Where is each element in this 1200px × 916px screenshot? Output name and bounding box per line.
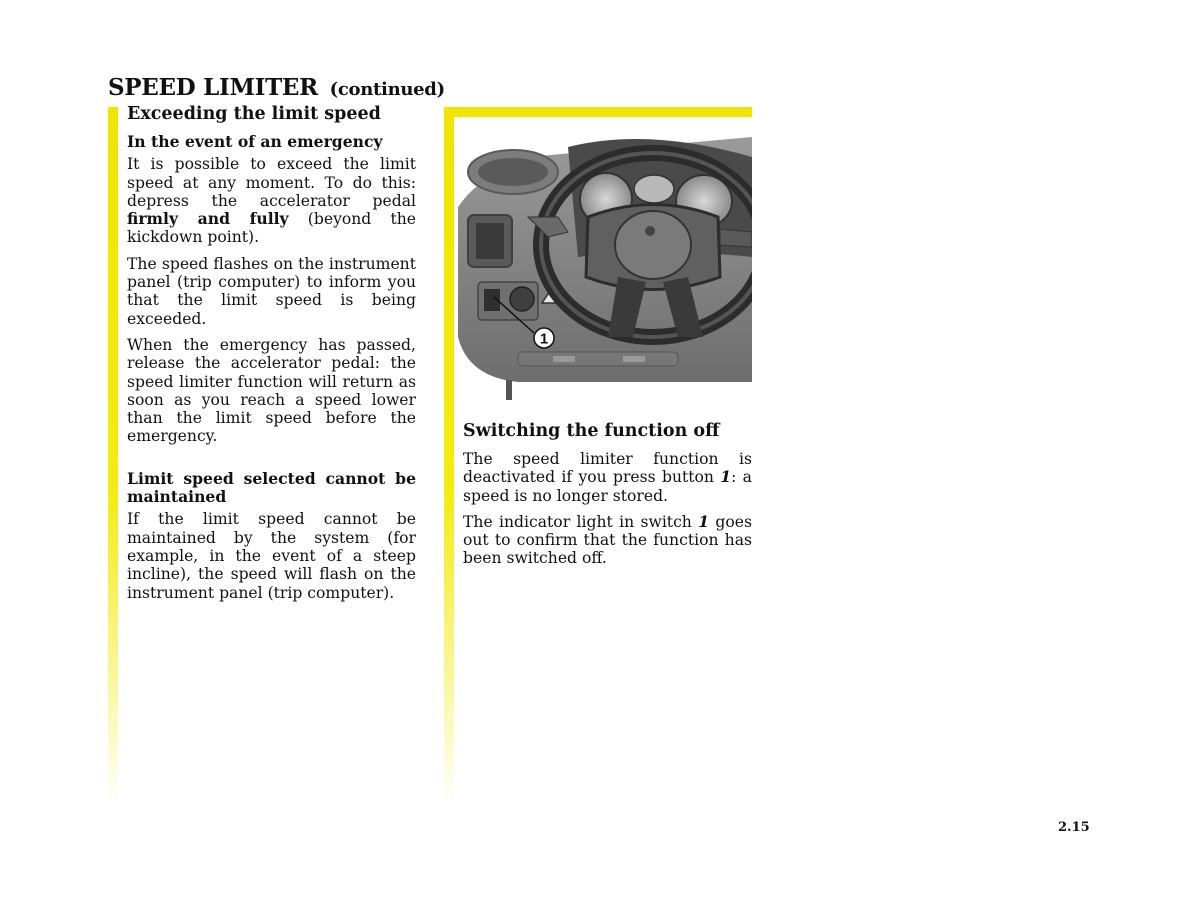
paragraph-cannot-maintain: If the limit speed cannot be maintained by the system (for example, in the event of a steep incline), the speed will flash on the instrument panel (trip computer). [127, 510, 416, 602]
yellow-margin-bar-left [108, 107, 118, 807]
paragraph-deactivated-a: The speed limiter function is deactivated if you press button [463, 450, 752, 487]
paragraph-indicator-a: The indicator light in switch [463, 512, 699, 531]
paragraph-exceed-bold: firmly and fully [127, 209, 289, 229]
page-number: 2.15 [1058, 820, 1090, 835]
paragraph-exceed-a: It is possible to exceed the limit speed at any moment. To do this: depress the accelerator pedal [127, 155, 416, 210]
title-main: SPEED LIMITER [108, 74, 318, 101]
paragraph-indicator [463, 513, 752, 568]
section-heading-exceeding: Exceeding the limit speed [127, 104, 381, 124]
dashboard-illustration [458, 137, 752, 401]
left-column [127, 104, 416, 610]
paragraph-exceed-b: (beyond the kickdown point). [127, 210, 416, 247]
paragraph-flashes: The speed flashes on the instrument panel (trip computer) to inform you that the limit speed is being exceeded. [127, 254, 416, 328]
paragraph-emergency-passed: When the emergency has passed, release the accelerator pedal: the speed limiter function will return as soon as you reach a speed lower than the limit speed before the emergency. [127, 335, 416, 446]
yellow-top-bar-right [444, 107, 752, 117]
paragraph-deactivated [463, 450, 752, 505]
yellow-margin-bar-right [444, 107, 454, 807]
section-heading-switching-off: Switching the function off [463, 421, 720, 441]
right-column [463, 421, 752, 576]
callout-number: 1 [539, 330, 549, 348]
button-reference: 1 [720, 467, 732, 487]
switch-reference: 1 [698, 511, 710, 531]
title-continued: (continued) [329, 79, 445, 100]
subheading-emergency: In the event of an emergency [127, 132, 383, 151]
subheading-cannot-maintain: Limit speed selected cannot be maintained [127, 468, 416, 507]
dashboard-drawing [458, 137, 752, 401]
paragraph-exceed [127, 155, 416, 246]
paragraph-indicator-b: goes out to confirm that the function has been switched off. [463, 512, 752, 568]
page-title [108, 74, 445, 101]
paragraph-deactivated-b: : a speed is no longer stored. [463, 468, 752, 505]
